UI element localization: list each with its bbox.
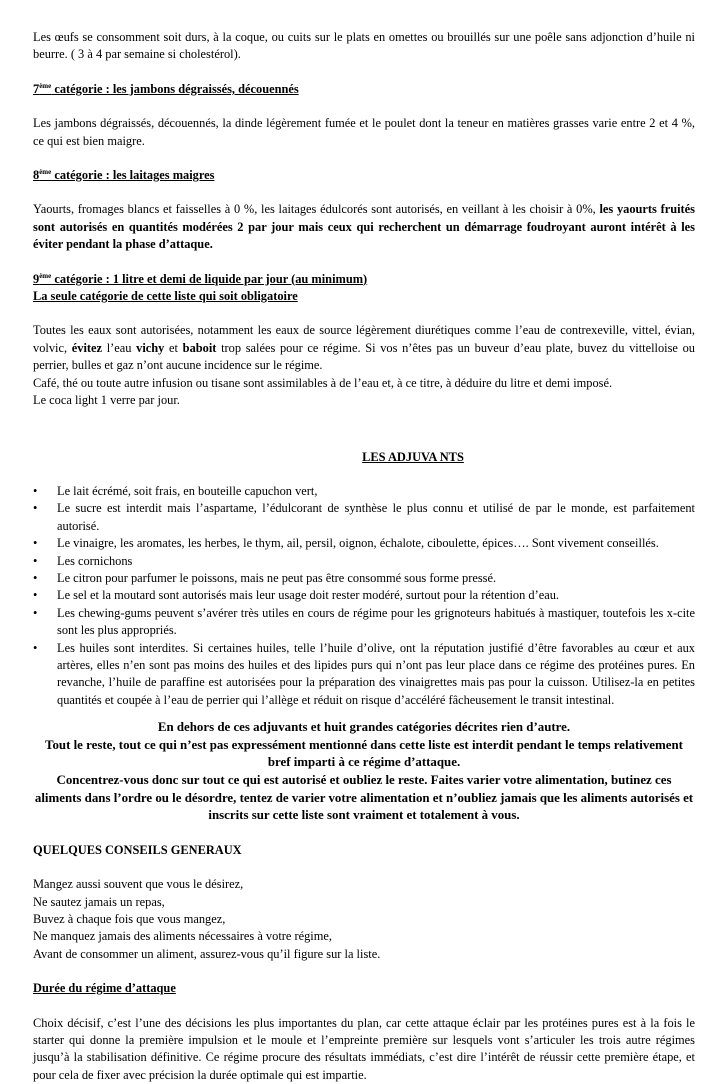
category-7-title: catégorie : les jambons dégraissés, découennés [51, 81, 299, 96]
category-9-subtitle: La seule catégorie de cette liste qui soit obligatoire [33, 289, 298, 304]
summary-line-3: Concentrez-vous donc sur tout ce qui est autorisé et oubliez le reste. Faites varier votre alimentation, butinez ces aliments dans l’ordre ou le désordre, tentez de varier votre alimentation et n’oubliez jamais que les aliments autorisés et inscrits sur cette liste sont vraiment et totalement à vous. [34, 772, 694, 823]
list-item [33, 605, 695, 640]
list-item-text: Le lait écrémé, soit frais, en bouteille capuchon vert, [57, 483, 318, 498]
eggs-paragraph: Les œufs se consomment soit durs, à la coque, ou cuits sur le plats en omettes ou brouillés sur une poêle sans adjonction d’huile ni beurre. ( 3 à 4 par semaine si cholestérol). [33, 30, 695, 62]
list-item [33, 500, 695, 535]
avoid-emphasis: évitez [71, 340, 103, 355]
category-8-number: 8 [33, 168, 40, 183]
list-item-text: Le sucre est interdit mais l’aspartame, l’édulcorant de synthèse le plus connu et utilisé de par le monde, est parfaitement autorisé. [57, 501, 695, 533]
list-item [33, 570, 695, 587]
list-item-text: Le citron pour parfumer le poissons, mais ne peut pas être consommé sous forme pressé. [57, 570, 497, 585]
conseil-line: Avant de consommer un aliment, assurez-vous qu’il figure sur la liste. [33, 946, 381, 961]
baboit-emphasis: baboit [182, 340, 217, 355]
waters-text-d: trop salées pour ce régime. Si vos n’êtes pas un buveur d’eau plate, buvez du vittelloise ou perrier, bulles et gaz n’ont aucune incidence sur le régime. [33, 340, 695, 373]
summary-line-2: Tout le reste, tout ce qui n’est pas expressément mentionné dans cette liste est interdit pendant le temps relativement bref imparti à ce régime d’attaque. [45, 737, 683, 770]
category-8-text: Yaourts, fromages blancs et faisselles à 0 %, les laitages édulcorés sont autorisés, en veillant à les choisir à 0%, [33, 202, 600, 217]
waters-text-b: l’eau [102, 340, 137, 355]
duree-title: Durée du régime d’attaque [33, 981, 176, 996]
conseil-line: Mangez aussi souvent que vous le désirez, [33, 877, 244, 892]
category-7-heading [33, 81, 695, 98]
list-item [33, 587, 695, 604]
list-item [33, 535, 695, 552]
list-item [33, 553, 695, 570]
summary-line-1: En dehors de ces adjuvants et huit grandes catégories décrites rien d’autre. [157, 720, 571, 735]
category-9-paragraph-1 [33, 322, 695, 374]
list-item-text: Le sel et la moutard sont autorisés mais leur usage doit rester modéré, surtout pour la rétention d’eau. [57, 588, 560, 603]
duree-paragraph: Choix décisif, c’est l’une des décisions les plus importantes du plan, car cette attaque éclair par les protéines pures est à la fois le starter qui donne la première impulsion et le moule et l’empreinte première sur lesquels vont s’articuler les trois autre régimes jusqu’à la stabilisation définitive. Ce régime procure des résultats immédiats, c’est dire l’intérêt de réussir cette première étape, et pour cela de fixer avec précision la durée optimale qui est impartie. [33, 1015, 695, 1082]
category-9-paragraph-2: Café, thé ou toute autre infusion ou tisane sont assimilables à de l’eau et, à ce titre, à déduire du litre et demi imposé. [33, 375, 613, 390]
adjuvants-title: LES ADJUVA NTS [362, 449, 464, 464]
conseils-title: QUELQUES CONSEILS GENERAUX [33, 842, 242, 857]
bullet-icon: • [33, 483, 38, 498]
bullet-icon: • [33, 605, 38, 620]
conseil-line: Buvez à chaque fois que vous mangez, [33, 911, 226, 926]
category-7-number: 7 [33, 81, 40, 96]
waters-text-a: Toutes les eaux sont autorisées, notamment les eaux de source légèrement diurétiques comme l’eau de contrexeville, vittel, évian, volvic, [33, 323, 695, 355]
category-9-superscript: ème [39, 271, 52, 280]
list-item [33, 640, 695, 710]
category-8-bold-text: les yaourts fruités sont autorisés en quantités modérées 2 par jour mais ceux qui recherchent un démarrage foudroyant auront intérêt à les éviter pendant la phase d’attaque. [33, 202, 695, 252]
category-7-paragraph: Les jambons dégraissés, découennés, la dinde légèrement fumée et le poulet dont la teneur en matières grasses varie entre 2 et 4 %, ce qui est bien maigre. [33, 116, 695, 148]
category-9-paragraph-3: Le coca light 1 verre par jour. [33, 393, 180, 408]
list-item [33, 483, 695, 500]
bullet-icon: • [33, 570, 38, 585]
document-content [33, 29, 695, 1084]
conseil-line: Ne sautez jamais un repas, [33, 894, 165, 909]
conseil-line: Ne manquez jamais des aliments nécessaires à votre régime, [33, 929, 332, 944]
list-item-text: Les huiles sont interdites. Si certaines huiles, telle l’huile d’olive, ont la réputation justifié d’être favorables au cœur et aux artères, elles n’en sont pas moins des huiles et des lipides purs qui n’ont pas leur place dans ce régime des protéines pures. En revanche, l’huile de paraffine est autorisées pour la préparation des vinaigrettes mais pas pour la cuisson. Utilisez-la en petites quantités et coupée à l’eau de perrier qui l’allège et réduit on risque d’accéléré fâcheusement le transit intestinal. [57, 640, 695, 707]
category-9-title: catégorie : 1 litre et demi de liquide par jour (au minimum) [51, 271, 368, 286]
bullet-icon: • [33, 588, 38, 603]
category-8-title: catégorie : les laitages maigres [51, 168, 215, 183]
category-8-heading [33, 167, 695, 184]
bullet-icon: • [33, 553, 38, 568]
list-item-text: Les chewing-gums peuvent s’avérer très utiles en cours de régime pour les grignoteurs habitués à mastiquer, toutefois les x-cite sont les plus appropriés. [57, 605, 695, 638]
list-item-text: Le vinaigre, les aromates, les herbes, le thym, ail, persil, oignon, échalote, ciboulette, épices…. Sont vivement conseillés. [57, 536, 659, 551]
waters-text-c: et [164, 340, 183, 355]
bullet-icon: • [33, 640, 38, 655]
category-7-superscript: ème [39, 81, 52, 90]
category-9-number: 9 [33, 271, 40, 286]
category-9-heading [33, 271, 695, 288]
bullet-icon: • [33, 536, 38, 551]
adjuvants-list [33, 483, 695, 709]
category-8-paragraph [33, 201, 695, 253]
vichy-emphasis: vichy [136, 340, 165, 355]
category-8-superscript: ème [39, 168, 52, 177]
bullet-icon: • [33, 501, 38, 516]
list-item-text: Les cornichons [57, 553, 133, 568]
